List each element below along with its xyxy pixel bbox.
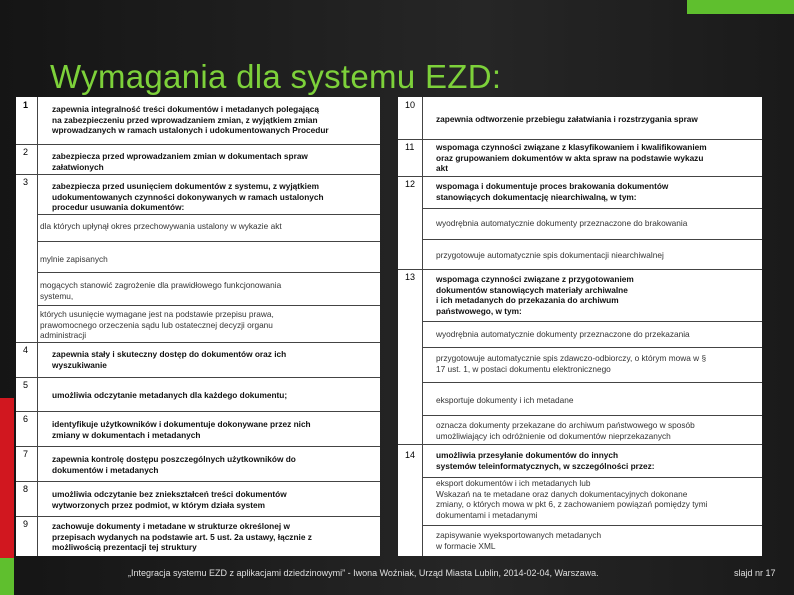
row-number: 13 <box>405 272 416 282</box>
requirement-text: zachowuje dokumenty i metadane w strukturze określonej w przepisach wydanych na podstawie art. 5 ust. 2a ustawy, łącznie z możliwością prezentacji tej struktury <box>52 521 312 553</box>
requirement-text: zapewnia stały i skuteczny dostęp do dokumentów oraz ich wyszukiwanie <box>52 349 287 370</box>
requirement-text: wspomaga czynności związane z klasyfikowaniem i kwalifikowaniem oraz grupowaniem dokumentów w akta spraw na podstawie wykazu akt <box>436 142 707 174</box>
requirement-text: wspomaga i dokumentuje proces brakowania dokumentów stanowiących dokumentację niearchiwalną, w tym: <box>436 181 669 202</box>
row-divider <box>16 411 380 412</box>
accent-bar-left-green <box>0 558 14 595</box>
row-divider <box>398 139 762 140</box>
row-divider <box>16 342 380 343</box>
row-divider <box>398 444 762 445</box>
row-divider <box>398 176 762 177</box>
requirements-table-left <box>16 97 380 556</box>
row-divider <box>16 144 380 145</box>
row-divider <box>422 347 762 348</box>
sub-requirement-text: przygotowuje automatycznie spis dokumentacji niearchiwalnej <box>436 250 664 260</box>
sub-requirement-text: wyodrębnia automatycznie dokumenty przeznaczone do przekazania <box>436 329 690 339</box>
sub-requirement-text: mylnie zapisanych <box>40 254 108 264</box>
requirements-table-right <box>398 97 762 556</box>
row-divider <box>37 214 380 215</box>
sub-requirement-text: eksport dokumentów i ich metadanych lub Wskazań na te metadane oraz danych dokumentacyjnych dokonane zmiany, o których mowa w pkt 6, z zachowaniem powiązań pomiędzy tymi dokumentami i metadanymi <box>436 478 708 520</box>
row-number: 7 <box>23 449 29 459</box>
requirement-text: identyfikuje użytkowników i dokumentuje dokonywane przez nich zmiany w dokumentach i metadanych <box>52 419 311 440</box>
row-divider <box>37 241 380 242</box>
sub-requirement-text: dla których upłynął okres przechowywania ustalony w wykazie akt <box>40 221 282 231</box>
sub-requirement-text: eksportuje dokumenty i ich metadane <box>436 395 574 405</box>
accent-bar-left-red <box>0 398 14 558</box>
row-divider <box>16 481 380 482</box>
row-number: 10 <box>405 100 416 110</box>
row-divider <box>422 525 762 526</box>
row-divider <box>16 516 380 517</box>
column-divider <box>37 97 38 556</box>
accent-bar-top-right <box>687 0 794 14</box>
row-divider <box>422 321 762 322</box>
sub-requirement-text: zapisywanie wyeksportowanych metadanych w formacie XML <box>436 530 602 551</box>
slide-title: Wymagania dla systemu EZD: <box>50 58 502 95</box>
row-divider <box>422 382 762 383</box>
row-number: 5 <box>23 380 29 390</box>
column-divider <box>422 97 423 556</box>
sub-requirement-text: przygotowuje automatycznie spis zdawczo-odbiorczy, o którym mowa w § 17 ust. 1, w postaci dokumentu elektronicznego <box>436 353 707 374</box>
requirement-text: zabezpiecza przed usunięciem dokumentów z systemu, z wyjątkiem udokumentowanych czynności dokonywanych w ramach ustalonych procedur usuwania dokumentów: <box>52 181 324 213</box>
sub-requirement-text: wyodrębnia automatycznie dokumenty przeznaczone do brakowania <box>436 218 688 228</box>
row-divider <box>37 305 380 306</box>
row-divider <box>398 269 762 270</box>
row-divider <box>422 239 762 240</box>
row-number: 11 <box>405 142 415 152</box>
sub-requirement-text: których usunięcie wymagane jest na podstawie przepisu prawa, prawomocnego orzeczenia sądu lub ostatecznej decyzji organu administracji <box>40 309 274 341</box>
sub-requirement-text: mogących stanowić zagrożenie dla prawidłowego funkcjonowania systemu, <box>40 280 282 301</box>
row-number: 1 <box>23 100 29 110</box>
requirement-text: umożliwia odczytanie bez zniekształceń treści dokumentów wytworzonych przez podmiot, w którym działa system <box>52 489 287 510</box>
requirement-text: zapewnia integralność treści dokumentów i metadanych polegającą na zabezpieczeniu przed wprowadzaniem zmian, z wyjątkiem zmian wprowadzanych w ramach ustalonych i udokumentowanych Procedur <box>52 104 329 136</box>
row-divider <box>422 415 762 416</box>
row-divider <box>16 446 380 447</box>
row-number: 8 <box>23 484 29 494</box>
slide-number: slajd nr 17 <box>734 568 776 578</box>
row-number: 2 <box>23 147 29 157</box>
requirement-text: umożliwia przesyłanie dokumentów do innych systemów teleinformatycznych, w szczególności przez: <box>436 450 655 471</box>
requirement-text: wspomaga czynności związane z przygotowaniem dokumentów stanowiących materiały archiwalne i ich metadanych do przekazania do archiwum państwowego, w tym: <box>436 274 634 316</box>
sub-requirement-text: oznacza dokumenty przekazane do archiwum państwowego w sposób umożliwiający ich odróżnienie od dokumentów nieprzekazanych <box>436 420 695 441</box>
row-divider <box>16 377 380 378</box>
row-number: 14 <box>405 450 416 460</box>
row-divider <box>37 272 380 273</box>
row-number: 12 <box>405 179 416 189</box>
row-divider <box>422 208 762 209</box>
footer-citation: „Integracja systemu EZD z aplikacjami dziedzinowymi” - Iwona Woźniak, Urząd Miasta Lublin, 2014-02-04, Warszawa. <box>128 568 599 578</box>
row-number: 4 <box>23 345 29 355</box>
row-number: 9 <box>23 519 29 529</box>
row-number: 3 <box>23 177 29 187</box>
row-number: 6 <box>23 414 29 424</box>
row-divider <box>16 174 380 175</box>
requirement-text: zapewnia odtworzenie przebiegu załatwiania i rozstrzygania spraw <box>436 114 698 124</box>
requirement-text: umożliwia odczytanie metadanych dla każdego dokumentu; <box>52 390 288 400</box>
requirement-text: zabezpiecza przed wprowadzaniem zmian w dokumentach spraw załatwionych <box>52 151 308 172</box>
requirement-text: zapewnia kontrolę dostępu poszczególnych użytkowników do dokumentów i metadanych <box>52 454 296 475</box>
